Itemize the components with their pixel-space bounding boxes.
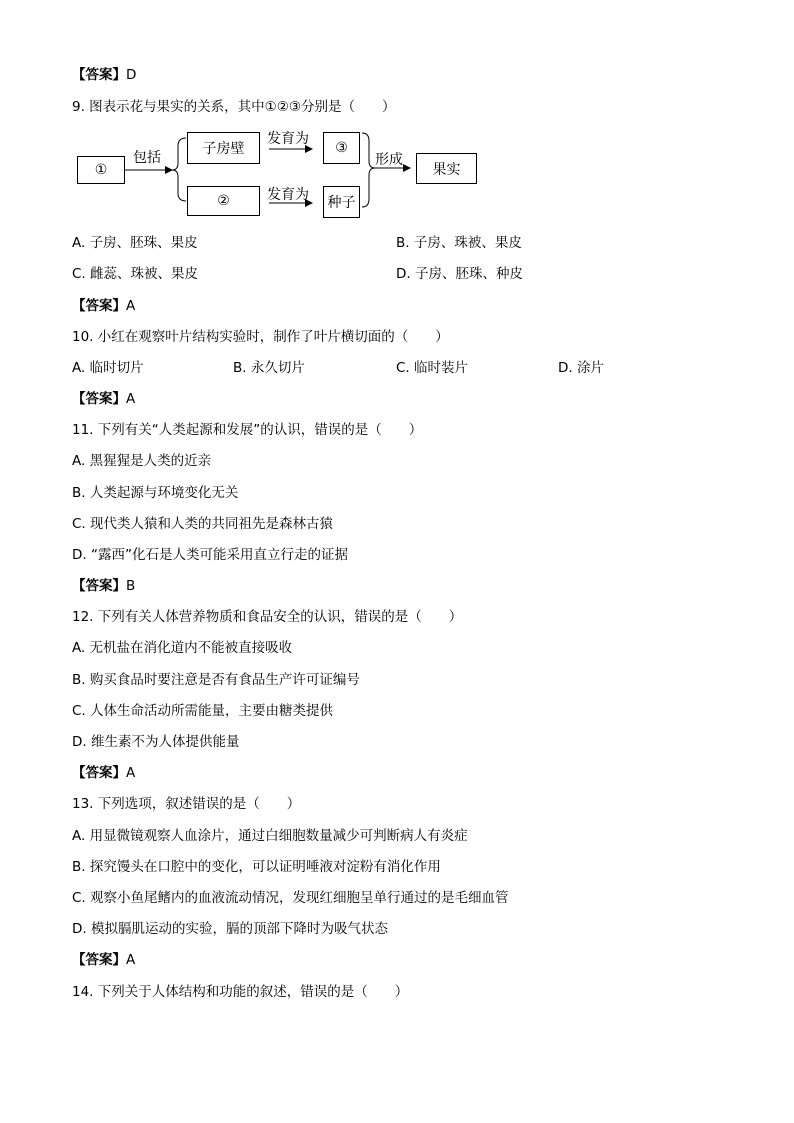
label-include: 包括	[133, 150, 161, 166]
right-brace	[362, 133, 375, 207]
q9-option-b: B. 子房、珠被、果皮	[396, 235, 522, 251]
q12-option-c: C. 人体生命活动所需能量，主要由糖类提供	[72, 703, 334, 719]
q10-option-d: D. 涂片	[558, 360, 604, 376]
q11-option-d: D. “露西”化石是人类可能采用直立行走的证据	[72, 547, 348, 563]
q11-option-b: B. 人类起源与环境变化无关	[72, 485, 239, 501]
answer-value: B	[126, 578, 136, 594]
answer-tag: 【答案】	[72, 765, 126, 781]
q11-option-a: A. 黑猩猩是人类的近亲	[72, 453, 212, 469]
diagram-box-fruit: 果实	[416, 153, 477, 184]
q10-option-b: B. 永久切片	[233, 360, 305, 376]
label-develop-2: 发育为	[267, 187, 309, 203]
answer-tag: 【答案】	[72, 298, 126, 314]
answer-line-9	[72, 297, 135, 315]
answer-value: A	[126, 765, 136, 781]
q13-option-b: B. 探究馒头在口腔中的变化，可以证明唾液对淀粉有消化作用	[72, 859, 441, 875]
answer-line-13	[72, 951, 135, 969]
q9-option-d: D. 子房、胚珠、种皮	[396, 266, 523, 282]
question-10-stem: 10. 小红在观察叶片结构实验时，制作了叶片横切面的（ ）	[72, 329, 449, 345]
answer-value: A	[126, 952, 136, 968]
q9-option-a: A. 子房、胚珠、果皮	[72, 235, 198, 251]
q13-option-a: A. 用显微镜观察人血涂片，通过白细胞数量减少可判断病人有炎症	[72, 828, 468, 844]
answer-tag: 【答案】	[72, 391, 126, 407]
answer-tag: 【答案】	[72, 578, 126, 594]
question-14-stem: 14. 下列关于人体结构和功能的叙述，错误的是（ ）	[72, 984, 409, 1000]
q10-option-c: C. 临时装片	[396, 360, 469, 376]
answer-tag: 【答案】	[72, 952, 126, 968]
answer-tag: 【答案】	[72, 67, 126, 83]
q11-option-c: C. 现代类人猿和人类的共同祖先是森林古猿	[72, 516, 334, 532]
answer-value: A	[126, 298, 136, 314]
q13-option-c: C. 观察小鱼尾鳍内的血液流动情况，发现红细胞呈单行通过的是毛细血管	[72, 890, 509, 906]
question-9-stem: 9. 图表示花与果实的关系，其中①②③分别是（ ）	[72, 99, 396, 115]
answer-line-11	[72, 577, 135, 595]
diagram-box-1: ①	[77, 156, 125, 184]
question-13-stem: 13. 下列选项，叙述错误的是（ ）	[72, 796, 301, 812]
left-brace	[172, 138, 186, 201]
q12-option-b: B. 购买食品时要注意是否有食品生产许可证编号	[72, 672, 360, 688]
answer-line-10	[72, 390, 135, 408]
q9-option-c: C. 雌蕊、珠被、果皮	[72, 266, 199, 282]
diagram-box-ovary-wall: 子房壁	[187, 132, 260, 164]
label-develop-1: 发育为	[267, 131, 309, 147]
question-12-stem: 12. 下列有关人体营养物质和食品安全的认识，错误的是（ ）	[72, 609, 463, 625]
q12-option-d: D. 维生素不为人体提供能量	[72, 734, 240, 750]
diagram-box-seed: 种子	[323, 186, 360, 218]
q12-option-a: A. 无机盐在消化道内不能被直接吸收	[72, 640, 293, 656]
diagram-box-2: ②	[187, 186, 260, 216]
answer-line-12	[72, 764, 135, 782]
label-form: 形成	[375, 152, 403, 168]
diagram-box-3: ③	[323, 132, 360, 164]
q13-option-d: D. 模拟膈肌运动的实验，膈的顶部下降时为吸气状态	[72, 921, 388, 937]
answer-value: A	[126, 391, 136, 407]
answer-value: D	[126, 67, 137, 83]
question-11-stem: 11. 下列有关“人类起源和发展”的认识，错误的是（ ）	[72, 422, 423, 438]
q10-option-a: A. 临时切片	[72, 360, 144, 376]
